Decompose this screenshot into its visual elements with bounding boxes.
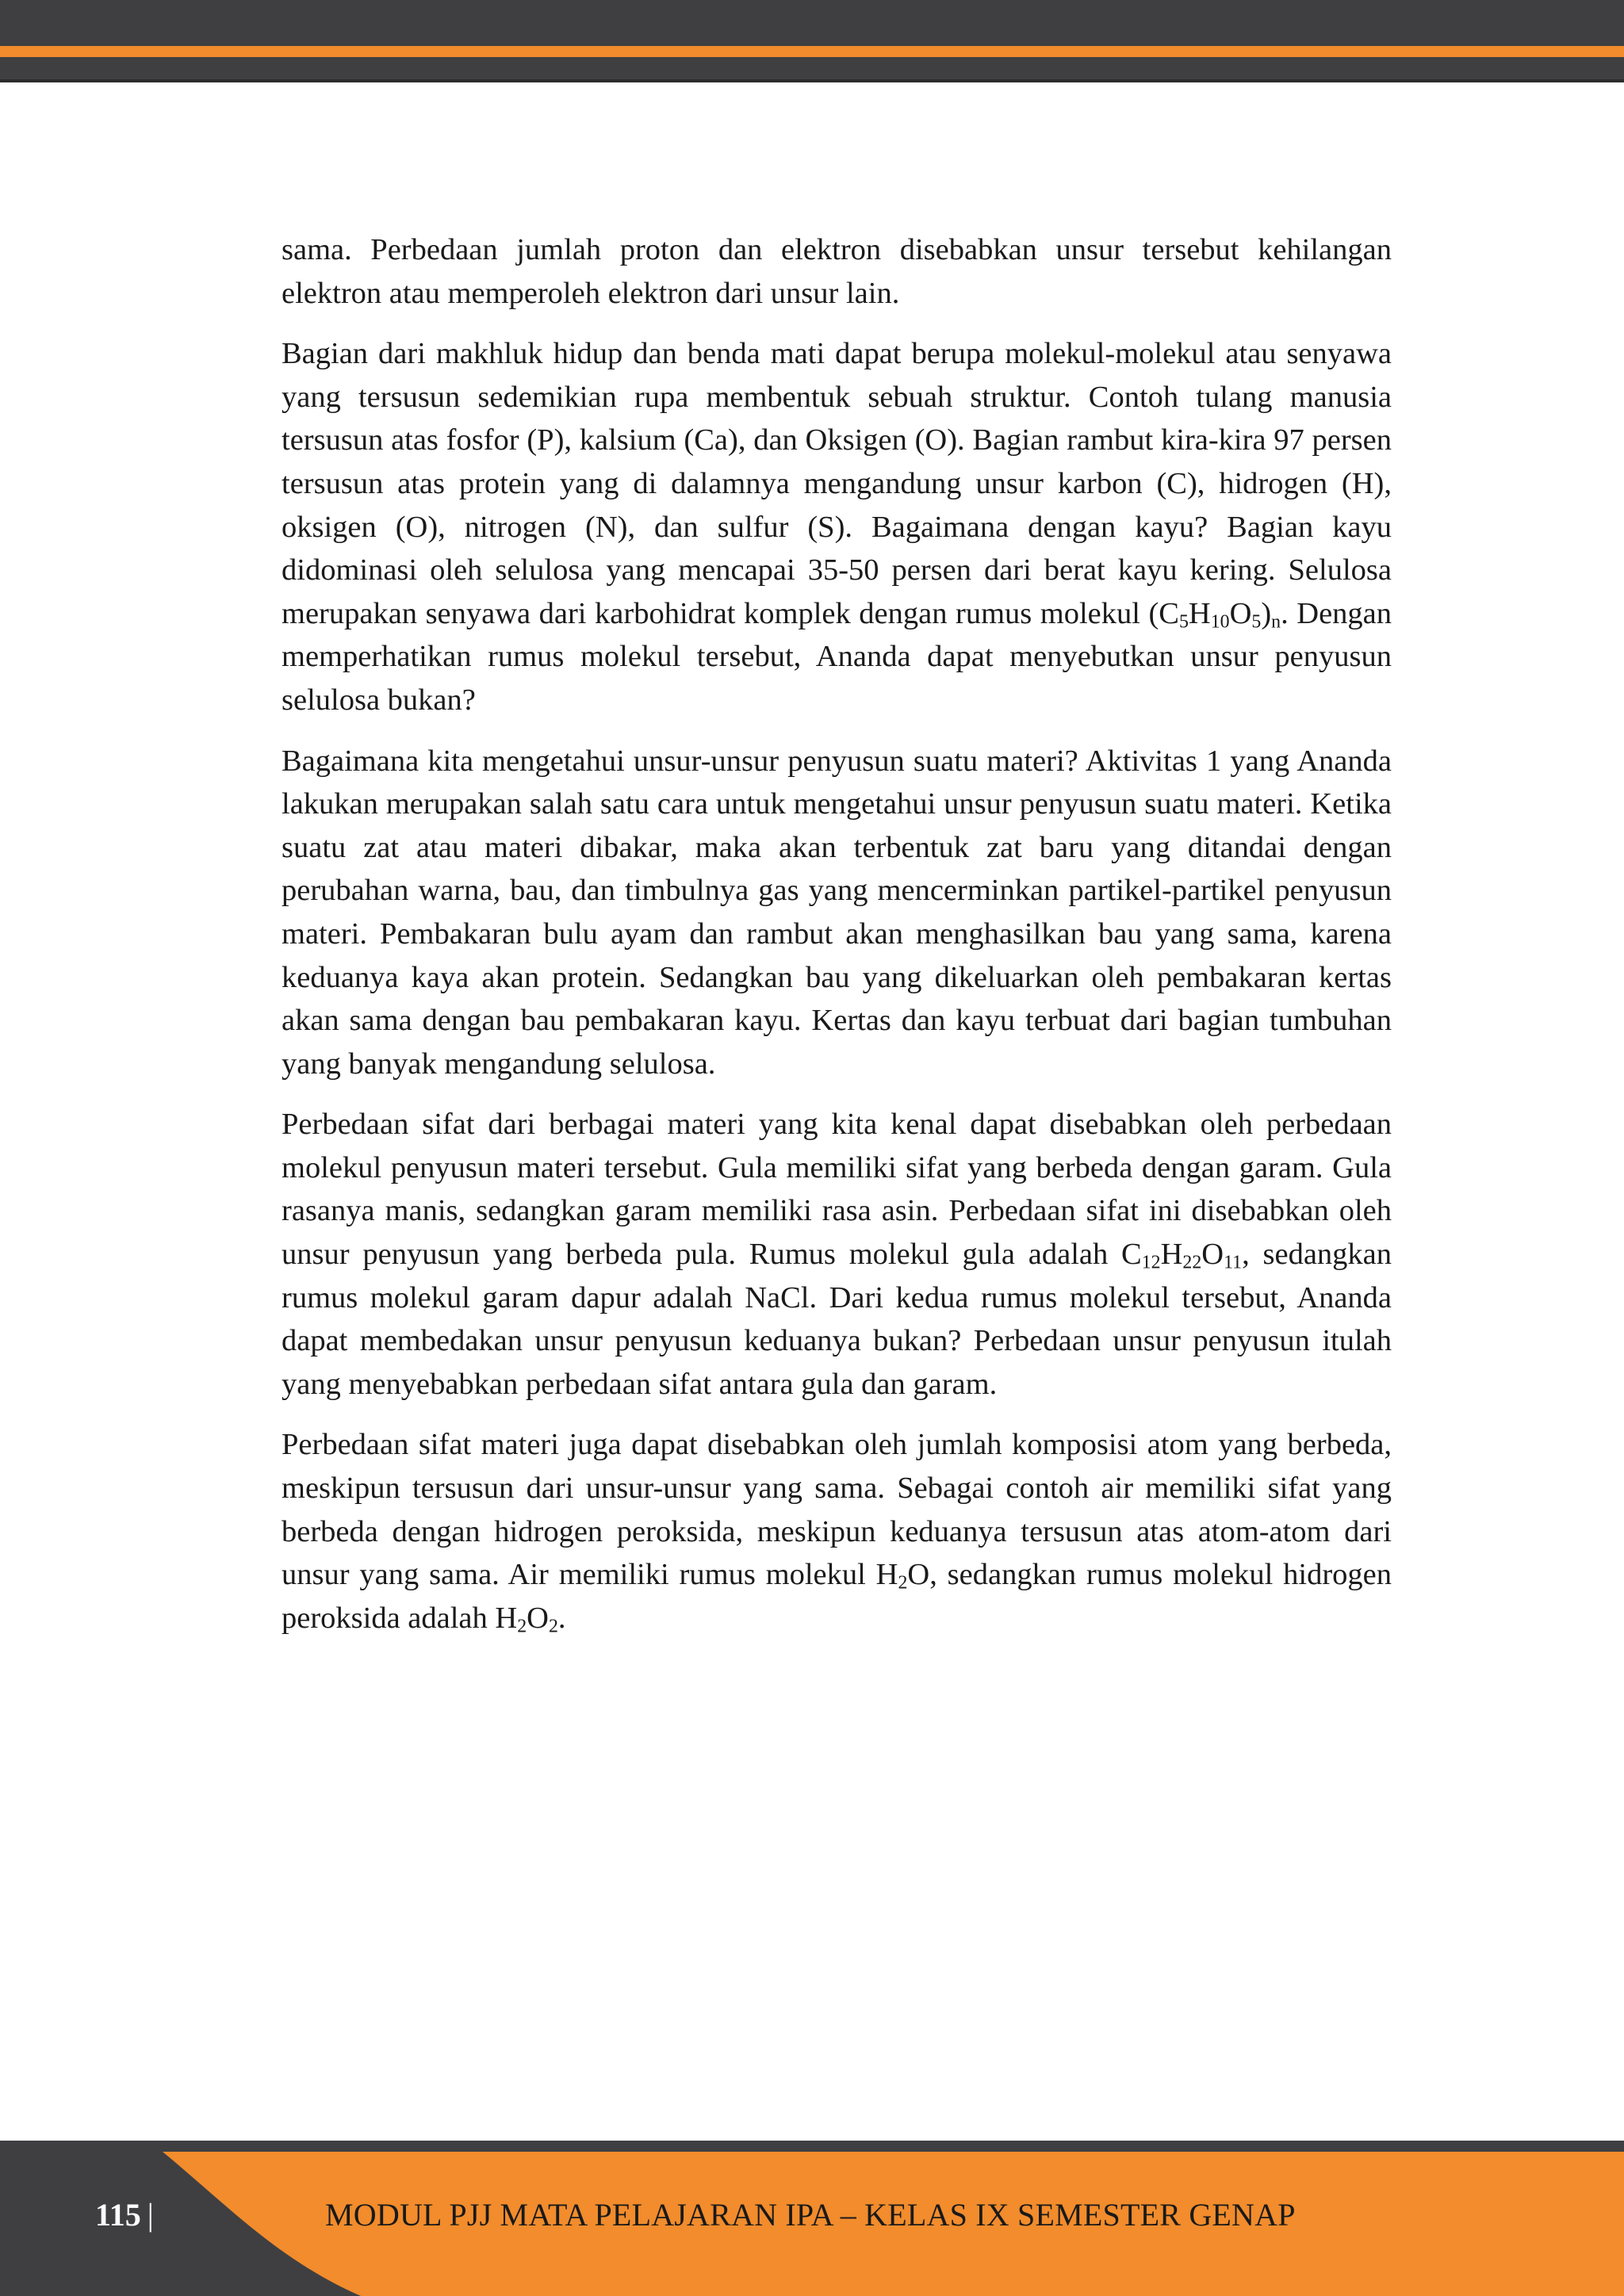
text-run: O <box>527 1601 549 1635</box>
header-bottom-line <box>0 79 1624 82</box>
text-run: Bagaimana kita mengetahui unsur-unsur penyusun suatu materi? Aktivitas 1 yang Ananda lakukan merupakan salah satu cara untuk mengetahui unsur penyusun suatu materi. Ketika suatu zat atau materi dibakar, maka akan terbentuk zat baru yang ditandai dengan perubahan warna, bau, dan timbulnya gas yang mencerminkan partikel-partikel penyusun materi. Pembakaran bulu ayam dan rambut akan menghasilkan bau yang sama, karena keduanya kaya akan protein. Sedangkan bau yang dikeluarkan oleh pembakaran kertas akan sama dengan bau pembakaran kayu. Kertas dan kayu terbuat dari bagian tumbuhan yang banyak mengandung selulosa. <box>282 744 1392 1081</box>
text-run: O, sedangkan rumus molekul hidrogen peroksida adalah H <box>282 1558 1392 1635</box>
text-run: O <box>1201 1238 1224 1272</box>
subscript: 11 <box>1224 1252 1243 1273</box>
header-band <box>0 0 1624 82</box>
text-run: H <box>1160 1238 1183 1272</box>
page-number-value: 115 <box>95 2197 141 2233</box>
subscript: 2 <box>898 1572 908 1594</box>
subscript: 5 <box>1178 611 1189 632</box>
subscript: 2 <box>548 1616 558 1637</box>
body-paragraph <box>282 1103 1392 1406</box>
subscript: 22 <box>1182 1252 1202 1273</box>
page-number-separator: | <box>147 2197 154 2233</box>
text-run: ) <box>1261 596 1272 630</box>
text-run: . Dengan memperhatikan rumus molekul tersebut, Ananda dapat menyebutkan unsur penyusun selulosa bukan? <box>282 596 1392 717</box>
subscript: 10 <box>1210 611 1230 632</box>
page-body <box>282 228 1392 1657</box>
footer-module-title: MODUL PJJ MATA PELAJARAN IPA – KELAS IX SEMESTER GENAP <box>325 2197 1296 2233</box>
text-run: . <box>557 1601 566 1635</box>
header-orange-stripe <box>0 46 1624 57</box>
text-run: H <box>1188 596 1211 630</box>
body-paragraph <box>282 228 1392 315</box>
text-run: , sedangkan rumus molekul garam dapur adalah NaCl. Dari kedua rumus molekul tersebut, Ananda dapat membedakan unsur penyusun keduanya bukan? Perbedaan unsur penyusun itulah yang menyebabkan perbedaan sifat antara gula dan garam. <box>282 1238 1392 1401</box>
text-run: Bagian dari makhluk hidup dan benda mati dapat berupa molekul-molekul atau senyawa yang tersusun sedemikian rupa membentuk sebuah struktur. Contoh tulang manusia tersusun atas fosfor (P), kalsium (Ca), dan Oksigen (O). Bagian rambut kira-kira 97 persen tersusun atas protein yang di dalamnya mengandung unsur karbon (C), hidrogen (H), oksigen (O), nitrogen (N), dan sulfur (S). Bagaimana dengan kayu? Bagian kayu didominasi oleh selulosa yang mencapai 35-50 persen dari berat kayu kering. Selulosa merupakan senyawa dari karbohidrat komplek dengan rumus molekul (C <box>282 337 1392 630</box>
text-run: Perbedaan sifat dari berbagai materi yang kita kenal dapat disebabkan oleh perbedaan molekul penyusun materi tersebut. Gula memiliki sifat yang berbeda dengan garam. Gula rasanya manis, sedangkan garam memiliki rasa asin. Perbedaan sifat ini disebabkan oleh unsur penyusun yang berbeda pula. Rumus molekul gula adalah C <box>282 1108 1392 1272</box>
body-paragraph <box>282 1423 1392 1640</box>
subscript: 12 <box>1141 1252 1161 1273</box>
text-run: sama. Perbedaan jumlah proton dan elektron disebabkan unsur tersebut kehilangan elektron atau memperoleh elektron dari unsur lain. <box>282 233 1392 310</box>
text-run: O <box>1229 596 1252 630</box>
body-paragraph <box>282 740 1392 1086</box>
text-run: Perbedaan sifat materi juga dapat disebabkan oleh jumlah komposisi atom yang berbeda, meskipun tersusun dari unsur-unsur yang sama. Sebagai contoh air memiliki sifat yang berbeda dengan hidrogen peroksida, meskipun keduanya tersusun atas atom-atom dari unsur yang sama. Air memiliki rumus molekul H <box>282 1428 1392 1592</box>
body-paragraph <box>282 332 1392 721</box>
subscript: 5 <box>1251 611 1262 632</box>
page-number <box>95 2196 154 2234</box>
subscript: 2 <box>517 1616 527 1637</box>
subscript: n <box>1271 611 1281 632</box>
